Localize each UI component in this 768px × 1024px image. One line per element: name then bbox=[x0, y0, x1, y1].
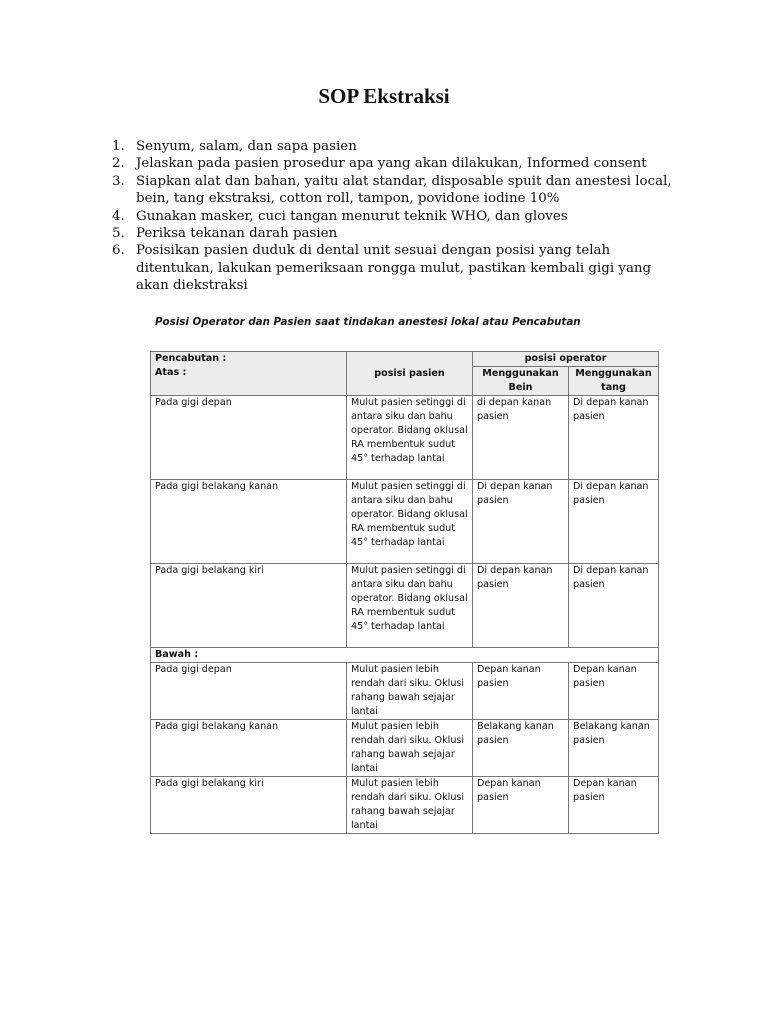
step-number: 4. bbox=[112, 208, 125, 224]
cell-bein: Di depan kanan pasien bbox=[473, 480, 569, 564]
position-table bbox=[150, 351, 659, 834]
cell-gigi: Pada gigi belakang kiri bbox=[151, 777, 347, 834]
step-text: Jelaskan pada pasien prosedur apa yang akan dilakukan, Informed consent bbox=[136, 156, 647, 172]
cell-tang: Di depan kanan pasien bbox=[569, 480, 659, 564]
cell-gigi: Pada gigi belakang kanan bbox=[151, 480, 347, 564]
step-text: Siapkan alat dan bahan, yaitu alat standar, disposable spuit dan anestesi local, bein, tang ekstraksi, cotton roll, tampon, povidone iodine 10% bbox=[136, 173, 672, 207]
step-number: 3. bbox=[112, 173, 125, 189]
cell-bein: Depan kanan pasien bbox=[473, 663, 569, 720]
page-title: SOP Ekstraksi bbox=[318, 84, 450, 108]
cell-posisi-pasien: Mulut pasien setinggi di antara siku dan bahu operator. Bidang oklusal RA membentuk sudut 45° terhadap lantai bbox=[347, 480, 473, 564]
cell-gigi: Pada gigi belakang kiri bbox=[151, 564, 347, 648]
table-caption: Posisi Operator dan Pasien saat tindakan anestesi lokal atau Pencabutan bbox=[155, 316, 581, 328]
cell-posisi-pasien: Mulut pasien lebih rendah dari siku. Oklusi rahang bawah sejajar lantai bbox=[347, 720, 473, 777]
cell-tang: Depan kanan pasien bbox=[569, 663, 659, 720]
step-number: 5. bbox=[112, 226, 125, 242]
header-bein: Menggunakan Bein bbox=[473, 367, 569, 395]
table-row bbox=[151, 564, 659, 648]
pencabutan-label: Pencabutan : bbox=[155, 353, 227, 364]
list-item bbox=[112, 155, 672, 172]
cell-posisi-pasien: Mulut pasien setinggi di antara siku dan bahu operator. Bidang oklusal RA membentuk sudut 45° terhadap lantai bbox=[347, 396, 473, 480]
cell-posisi-pasien: Mulut pasien lebih rendah dari siku. Oklusi rahang bawah sejajar lantai bbox=[347, 663, 473, 720]
cell-tang: Depan kanan pasien bbox=[569, 777, 659, 834]
list-item bbox=[112, 225, 672, 242]
table-section-row bbox=[151, 648, 659, 663]
cell-bein: di depan kanan pasien bbox=[473, 396, 569, 480]
cell-posisi-pasien: Mulut pasien setinggi di antara siku dan bahu operator. Bidang oklusal RA membentuk sudut 45° terhadap lantai bbox=[347, 564, 473, 648]
cell-tang: Belakang kanan pasien bbox=[569, 720, 659, 777]
table-row bbox=[151, 480, 659, 564]
cell-gigi: Pada gigi depan bbox=[151, 396, 347, 480]
atas-label: Atas : bbox=[155, 367, 187, 378]
header-tang: Menggunakan tang bbox=[575, 368, 652, 393]
list-item bbox=[112, 173, 672, 208]
header-posisi-operator: posisi operator bbox=[473, 352, 658, 367]
table-header-row bbox=[151, 352, 659, 396]
step-text: Senyum, salam, dan sapa pasien bbox=[136, 139, 357, 154]
header-posisi-pasien: posisi pasien bbox=[347, 352, 473, 396]
cell-bein: Belakang kanan pasien bbox=[473, 720, 569, 777]
table-row bbox=[151, 720, 659, 777]
cell-gigi: Pada gigi depan bbox=[151, 663, 347, 720]
cell-posisi-pasien: Mulut pasien lebih rendah dari siku. Oklusi rahang bawah sejajar lantai bbox=[347, 777, 473, 834]
cell-bein: Depan kanan pasien bbox=[473, 777, 569, 834]
cell-tang: Di depan kanan pasien bbox=[569, 564, 659, 648]
list-item bbox=[112, 138, 672, 155]
step-text: Periksa tekanan darah pasien bbox=[136, 226, 338, 242]
step-number: 6. bbox=[112, 243, 125, 259]
step-number: 1. bbox=[112, 139, 125, 154]
table-row bbox=[151, 777, 659, 834]
step-text: Gunakan masker, cuci tangan menurut teknik WHO, dan gloves bbox=[136, 208, 568, 224]
header-pencabutan bbox=[151, 352, 347, 396]
cell-gigi: Pada gigi belakang kanan bbox=[151, 720, 347, 777]
table-row bbox=[151, 663, 659, 720]
bawah-label: Bawah : bbox=[151, 648, 659, 663]
cell-bein: Di depan kanan pasien bbox=[473, 564, 569, 648]
table-row bbox=[151, 396, 659, 480]
cell-tang: Di depan kanan pasien bbox=[569, 396, 659, 480]
procedure-steps-list bbox=[112, 138, 672, 295]
header-posisi-operator-group bbox=[473, 352, 659, 396]
step-text: Posisikan pasien duduk di dental unit sesuai dengan posisi yang telah ditentukan, lakukan pemeriksaan rongga mulut, pastikan kembali gigi yang akan diekstraksi bbox=[136, 243, 652, 294]
list-item bbox=[112, 208, 672, 225]
list-item bbox=[112, 242, 672, 294]
step-number: 2. bbox=[112, 156, 125, 172]
